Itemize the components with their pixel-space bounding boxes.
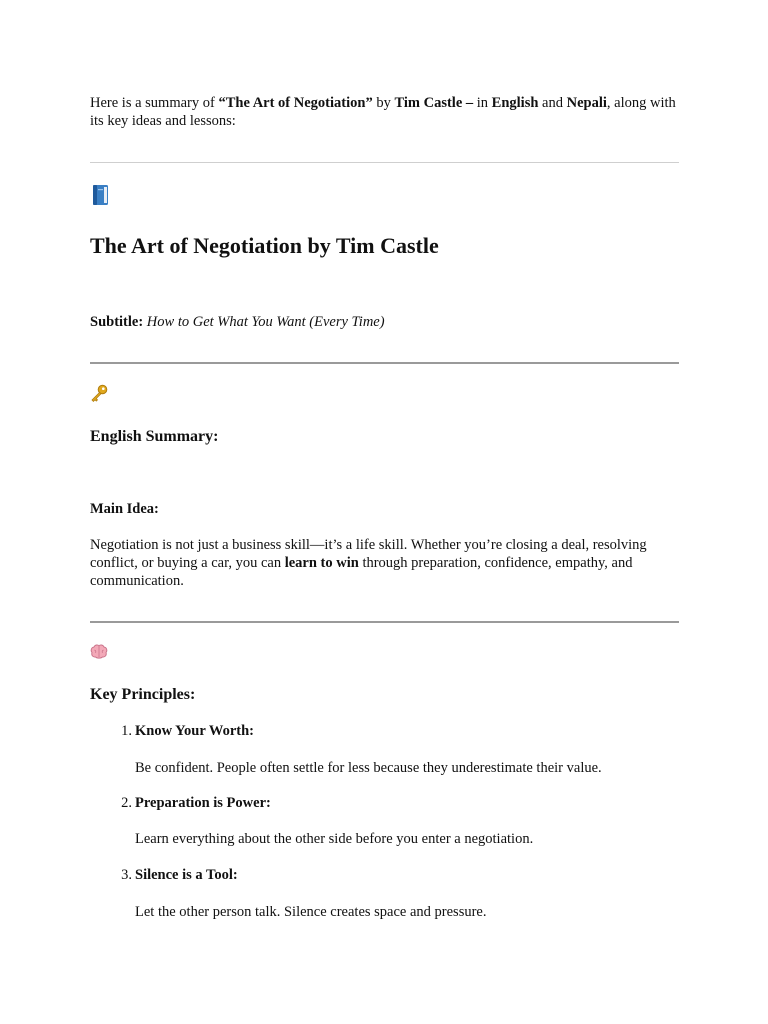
- list-item-number: 2.: [121, 795, 132, 811]
- main-idea-bold: learn to win: [284, 555, 359, 571]
- list-item-title: Know Your Worth:: [135, 723, 254, 739]
- divider: [90, 362, 679, 364]
- intro-prefix: Here is a summary of: [90, 95, 219, 111]
- list-item-description: Learn everything about the other side before you enter a negotiation.: [135, 831, 534, 847]
- subtitle-line: [90, 313, 385, 331]
- divider: [90, 162, 679, 163]
- list-item-number: 1.: [121, 723, 132, 739]
- book-icon: [92, 184, 109, 206]
- subtitle-label: Subtitle:: [90, 314, 144, 330]
- intro-author: Tim Castle –: [394, 95, 474, 111]
- intro-lang-english: English: [491, 95, 539, 111]
- list-item-number: 3.: [121, 867, 132, 883]
- intro-in: in: [473, 95, 492, 111]
- intro-book-title: “The Art of Negotiation”: [218, 95, 373, 111]
- main-idea-paragraph: [90, 536, 682, 590]
- english-summary-heading: English Summary:: [90, 428, 219, 445]
- main-idea-text-start: Negotiation is not just a business skill—it’s a life skill. Whether you’re closing a deal, resolving conflict, or buying a car, you can: [90, 537, 647, 571]
- intro-suffix: , along with its key ideas and lessons:: [90, 95, 676, 129]
- main-idea-text-end: through preparation, confidence, empathy, and communication.: [90, 555, 633, 589]
- intro-and: and: [538, 95, 567, 111]
- page-title: The Art of Negotiation by Tim Castle: [90, 233, 439, 258]
- intro-lang-nepali: Nepali: [566, 95, 607, 111]
- key-icon: [90, 384, 108, 402]
- key-principles-heading: Key Principles:: [90, 686, 196, 703]
- divider: [90, 621, 679, 623]
- brain-icon: [90, 644, 108, 659]
- intro-paragraph: [90, 94, 690, 130]
- subtitle-text: How to Get What You Want (Every Time): [146, 314, 385, 330]
- list-item-title: Preparation is Power:: [135, 795, 271, 811]
- intro-by: by: [372, 95, 395, 111]
- main-idea-heading: Main Idea:: [90, 501, 159, 517]
- list-item-description: Be confident. People often settle for less because they underestimate their value.: [135, 760, 602, 776]
- list-item-description: Let the other person talk. Silence creates space and pressure.: [135, 904, 487, 920]
- list-item-title: Silence is a Tool:: [135, 867, 238, 883]
